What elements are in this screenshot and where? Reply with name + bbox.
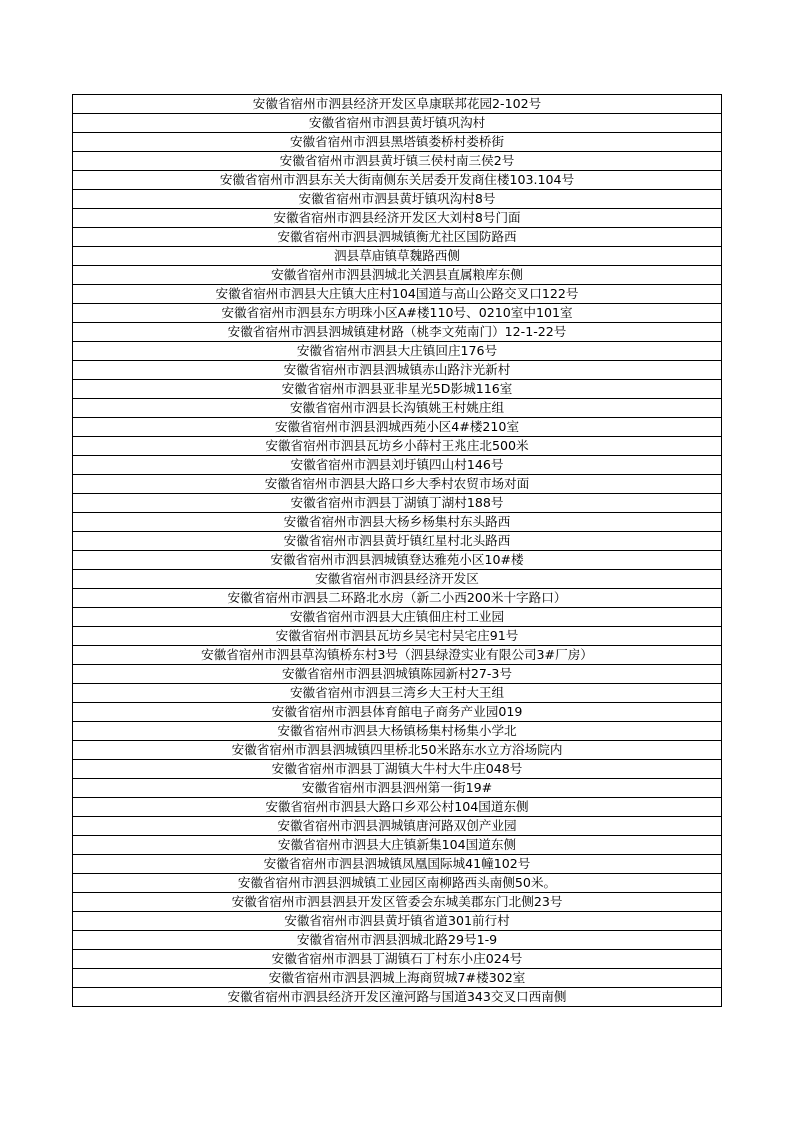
address-cell: 安徽省宿州市泗县泗州第一街19# xyxy=(73,779,722,798)
table-row xyxy=(73,209,722,228)
address-cell: 安徽省宿州市泗县泗城镇唐河路双创产业园 xyxy=(73,817,722,836)
table-row xyxy=(73,931,722,950)
address-cell: 安徽省宿州市泗县大庄镇大庄村104国道与高山公路交叉口122号 xyxy=(73,285,722,304)
table-row xyxy=(73,228,722,247)
address-cell: 安徽省宿州市泗县丁湖镇丁湖村188号 xyxy=(73,494,722,513)
table-row xyxy=(73,950,722,969)
table-row xyxy=(73,817,722,836)
address-cell: 安徽省宿州市泗县草沟镇桥东村3号（泗县绿澄实业有限公司3#厂房） xyxy=(73,646,722,665)
table-row xyxy=(73,342,722,361)
address-cell: 安徽省宿州市泗县泗城镇衡尤社区国防路西 xyxy=(73,228,722,247)
table-row xyxy=(73,152,722,171)
table-row xyxy=(73,361,722,380)
address-cell: 安徽省宿州市泗县泗城北路29号1-9 xyxy=(73,931,722,950)
address-cell: 安徽省宿州市泗县大庄镇新集104国道东侧 xyxy=(73,836,722,855)
table-row xyxy=(73,969,722,988)
table-row xyxy=(73,893,722,912)
address-cell: 安徽省宿州市泗县长沟镇姚王村姚庄组 xyxy=(73,399,722,418)
address-cell: 安徽省宿州市泗县三湾乡大王村大王组 xyxy=(73,684,722,703)
table-row xyxy=(73,589,722,608)
address-cell: 安徽省宿州市泗县黄圩镇巩沟村8号 xyxy=(73,190,722,209)
address-cell: 安徽省宿州市泗县大路口乡邓公村104国道东侧 xyxy=(73,798,722,817)
table-row xyxy=(73,133,722,152)
address-cell: 安徽省宿州市泗县经济开发区 xyxy=(73,570,722,589)
table-row xyxy=(73,285,722,304)
table-row xyxy=(73,513,722,532)
table-row xyxy=(73,456,722,475)
address-cell: 安徽省宿州市泗县泗城镇建材路（桃李文苑南门）12-1-22号 xyxy=(73,323,722,342)
address-cell: 安徽省宿州市泗县泗城北关泗县直属粮库东侧 xyxy=(73,266,722,285)
address-cell: 安徽省宿州市泗县黑塔镇娄桥村娄桥街 xyxy=(73,133,722,152)
table-row xyxy=(73,684,722,703)
address-cell: 安徽省宿州市泗县丁湖镇大牛村大牛庄048号 xyxy=(73,760,722,779)
table-row xyxy=(73,608,722,627)
address-cell: 安徽省宿州市泗县经济开发区阜康联邦花园2-102号 xyxy=(73,95,722,114)
address-cell: 安徽省宿州市泗县大杨乡杨集村东头路西 xyxy=(73,513,722,532)
address-table xyxy=(72,94,722,1007)
table-row xyxy=(73,779,722,798)
address-table-body xyxy=(73,95,722,1007)
table-row xyxy=(73,114,722,133)
address-cell: 安徽省宿州市泗县泗城上海商贸城7#楼302室 xyxy=(73,969,722,988)
table-row xyxy=(73,418,722,437)
address-cell: 安徽省宿州市泗县黄圩镇巩沟村 xyxy=(73,114,722,133)
table-row xyxy=(73,798,722,817)
table-row xyxy=(73,551,722,570)
address-cell: 安徽省宿州市泗县大路口乡大季村农贸市场对面 xyxy=(73,475,722,494)
table-row xyxy=(73,627,722,646)
address-cell: 安徽省宿州市泗县东方明珠小区A#楼110号、0210室中101室 xyxy=(73,304,722,323)
table-row xyxy=(73,266,722,285)
table-row xyxy=(73,665,722,684)
address-cell: 安徽省宿州市泗县大杨镇杨集村杨集小学北 xyxy=(73,722,722,741)
address-cell: 安徽省宿州市泗县黄圩镇省道301前行村 xyxy=(73,912,722,931)
address-cell: 安徽省宿州市泗县东关大街南侧东关居委开发商住楼103.104号 xyxy=(73,171,722,190)
address-cell: 泗县草庙镇草魏路西侧 xyxy=(73,247,722,266)
table-row xyxy=(73,646,722,665)
table-row xyxy=(73,532,722,551)
address-cell: 安徽省宿州市泗县泗城镇登达雅苑小区10#楼 xyxy=(73,551,722,570)
address-cell: 安徽省宿州市泗县经济开发区大刘村8号门面 xyxy=(73,209,722,228)
address-cell: 安徽省宿州市泗县刘圩镇四山村146号 xyxy=(73,456,722,475)
table-row xyxy=(73,570,722,589)
address-cell: 安徽省宿州市泗县二环路北水房（新二小西200米十字路口） xyxy=(73,589,722,608)
address-cell: 安徽省宿州市泗县体育館电子商务产业园019 xyxy=(73,703,722,722)
table-row xyxy=(73,836,722,855)
table-row xyxy=(73,171,722,190)
table-row xyxy=(73,95,722,114)
address-cell: 安徽省宿州市泗县泗城西苑小区4#楼210室 xyxy=(73,418,722,437)
table-row xyxy=(73,494,722,513)
table-row xyxy=(73,304,722,323)
table-row xyxy=(73,722,722,741)
address-cell: 安徽省宿州市泗县泗城镇四里桥北50米路东水立方浴场院内 xyxy=(73,741,722,760)
table-row xyxy=(73,380,722,399)
address-cell: 安徽省宿州市泗县亚非星光5D影城116室 xyxy=(73,380,722,399)
table-row xyxy=(73,760,722,779)
address-cell: 安徽省宿州市泗县泗城镇凤凰国际城41幢102号 xyxy=(73,855,722,874)
address-cell: 安徽省宿州市泗县瓦坊乡吴宅村吴宅庄91号 xyxy=(73,627,722,646)
table-row xyxy=(73,475,722,494)
address-cell: 安徽省宿州市泗县泗城镇工业园区南柳路西头南侧50米。 xyxy=(73,874,722,893)
address-cell: 安徽省宿州市泗县泗城镇陈园新村27-3号 xyxy=(73,665,722,684)
table-row xyxy=(73,247,722,266)
table-row xyxy=(73,399,722,418)
address-cell: 安徽省宿州市泗县泗城镇赤山路汴光新村 xyxy=(73,361,722,380)
address-cell: 安徽省宿州市泗县瓦坊乡小薛村王兆庄北500米 xyxy=(73,437,722,456)
table-row xyxy=(73,323,722,342)
address-cell: 安徽省宿州市泗县黄圩镇三侯村南三侯2号 xyxy=(73,152,722,171)
table-row xyxy=(73,855,722,874)
table-row xyxy=(73,874,722,893)
address-cell: 安徽省宿州市泗县大庄镇回庄176号 xyxy=(73,342,722,361)
address-cell: 安徽省宿州市泗县黄圩镇红星村北头路西 xyxy=(73,532,722,551)
address-cell: 安徽省宿州市泗县丁湖镇石丁村东小庄024号 xyxy=(73,950,722,969)
table-row xyxy=(73,703,722,722)
table-row xyxy=(73,988,722,1007)
address-cell: 安徽省宿州市泗县经济开发区潼河路与国道343交叉口西南侧 xyxy=(73,988,722,1007)
address-cell: 安徽省宿州市泗县泗县开发区管委会东城美郡东门北侧23号 xyxy=(73,893,722,912)
address-cell: 安徽省宿州市泗县大庄镇佃庄村工业园 xyxy=(73,608,722,627)
table-row xyxy=(73,741,722,760)
table-row xyxy=(73,437,722,456)
table-row xyxy=(73,912,722,931)
table-row xyxy=(73,190,722,209)
